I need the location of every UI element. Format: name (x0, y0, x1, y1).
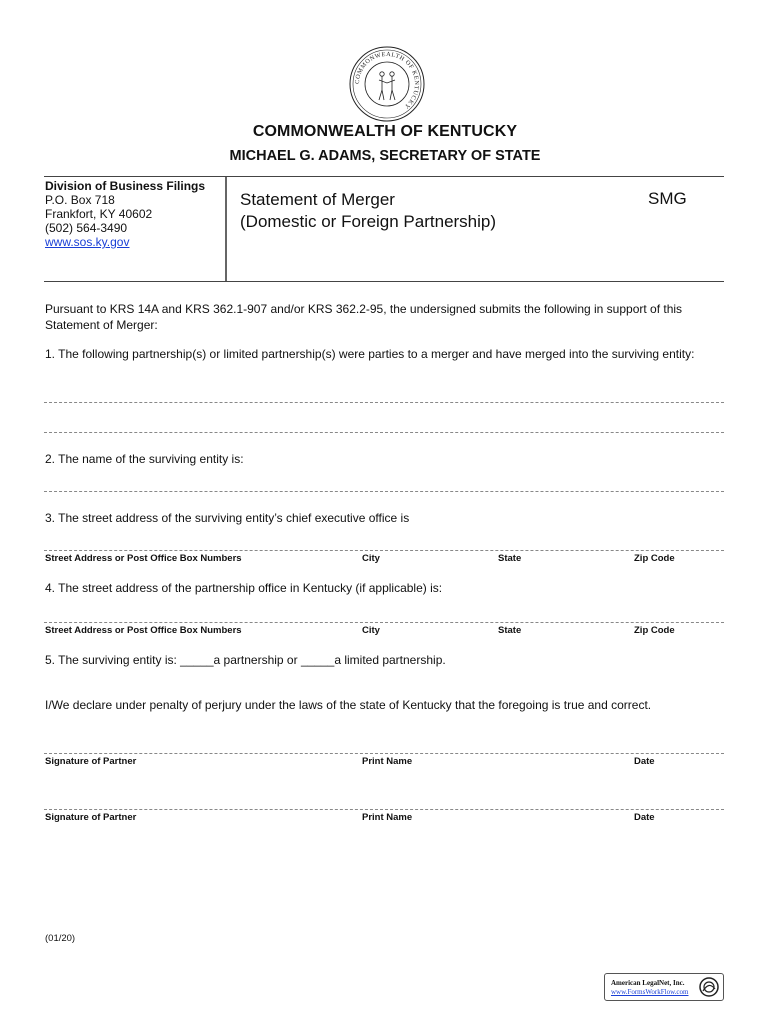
signature-line-1[interactable] (44, 753, 724, 754)
header-bottom-rule (44, 281, 724, 282)
print-name-label: Print Name (362, 756, 413, 767)
intro-text: Pursuant to KRS 14A and KRS 362.1-907 and/or KRS 362.2-95, the undersigned submits the following in support of this Statement of Merger: (45, 302, 683, 332)
publisher-badge (604, 973, 724, 1001)
signature-label: Signature of Partner (45, 756, 137, 767)
publisher-name: American LegalNet, Inc. (611, 979, 685, 987)
office-phone: (502) 564-3490 (45, 221, 128, 235)
address-label-zip: Zip Code (634, 625, 675, 636)
form-title (240, 189, 496, 233)
form-code: SMG (648, 189, 687, 208)
address-label-street: Street Address or Post Office Box Numbers (45, 553, 242, 564)
limited-partnership-blank[interactable]: _____ (300, 653, 335, 667)
office-address-block (45, 179, 205, 249)
kentucky-office-address-field[interactable] (44, 622, 724, 623)
address-label-city: City (362, 553, 380, 564)
office-city: Frankfort, KY 40602 (45, 207, 153, 221)
office-name: Division of Business Filings (45, 179, 206, 193)
publisher-logo-icon (699, 977, 719, 997)
item1-text: 1. The following partnership(s) or limited partnership(s) were parties to a merger and have merged into the surviving entity: (45, 347, 695, 361)
secretary-name: MICHAEL G. ADAMS, SECRETARY OF STATE (229, 148, 541, 164)
header-divider (225, 177, 227, 281)
item3-text: 3. The street address of the surviving entity’s chief executive office is (45, 511, 410, 525)
address-label-zip: Zip Code (634, 553, 675, 564)
partnership-blank[interactable]: _____ (180, 653, 214, 667)
form-title-line1: Statement of Merger (240, 190, 395, 209)
office-box: P.O. Box 718 (45, 193, 115, 207)
address-label-state: State (498, 553, 522, 564)
address-label-street: Street Address or Post Office Box Numbers (45, 625, 242, 636)
page-title: COMMONWEALTH OF KENTUCKY (252, 123, 518, 140)
address-label-state: State (498, 625, 522, 636)
item1-line1-field[interactable] (44, 402, 724, 403)
item5-text: 5. The surviving entity is: _____a partnership or _____a limited partnership. (45, 653, 446, 667)
office-website-link[interactable]: www.sos.ky.gov (45, 235, 130, 249)
svg-text:COMMONWEALTH OF KENTUCKY: COMMONWEALTH OF KENTUCKY (353, 50, 421, 111)
print-name-label: Print Name (362, 812, 413, 823)
item1-line2-field[interactable] (44, 432, 724, 433)
item2-text: 2. The name of the surviving entity is: (45, 452, 244, 466)
publisher-link[interactable]: www.FormsWorkFlow.com (611, 988, 689, 996)
address-label-city: City (362, 625, 380, 636)
date-label: Date (634, 812, 655, 823)
kentucky-seal-icon (349, 46, 425, 122)
signature-label: Signature of Partner (45, 812, 137, 823)
date-label: Date (634, 756, 655, 767)
header-rule (44, 176, 724, 177)
signature-line-2[interactable] (44, 809, 724, 810)
chief-office-address-field[interactable] (44, 550, 724, 551)
item4-text: 4. The street address of the partnership office in Kentucky (if applicable) is: (45, 581, 443, 595)
form-title-line2: (Domestic or Foreign Partnership) (240, 212, 497, 231)
surviving-entity-name-field[interactable] (44, 491, 724, 492)
revision-code: (01/20) (45, 933, 76, 944)
declaration-text: I/We declare under penalty of perjury under the laws of the state of Kentucky that the foregoing is true and correct. (45, 698, 652, 712)
